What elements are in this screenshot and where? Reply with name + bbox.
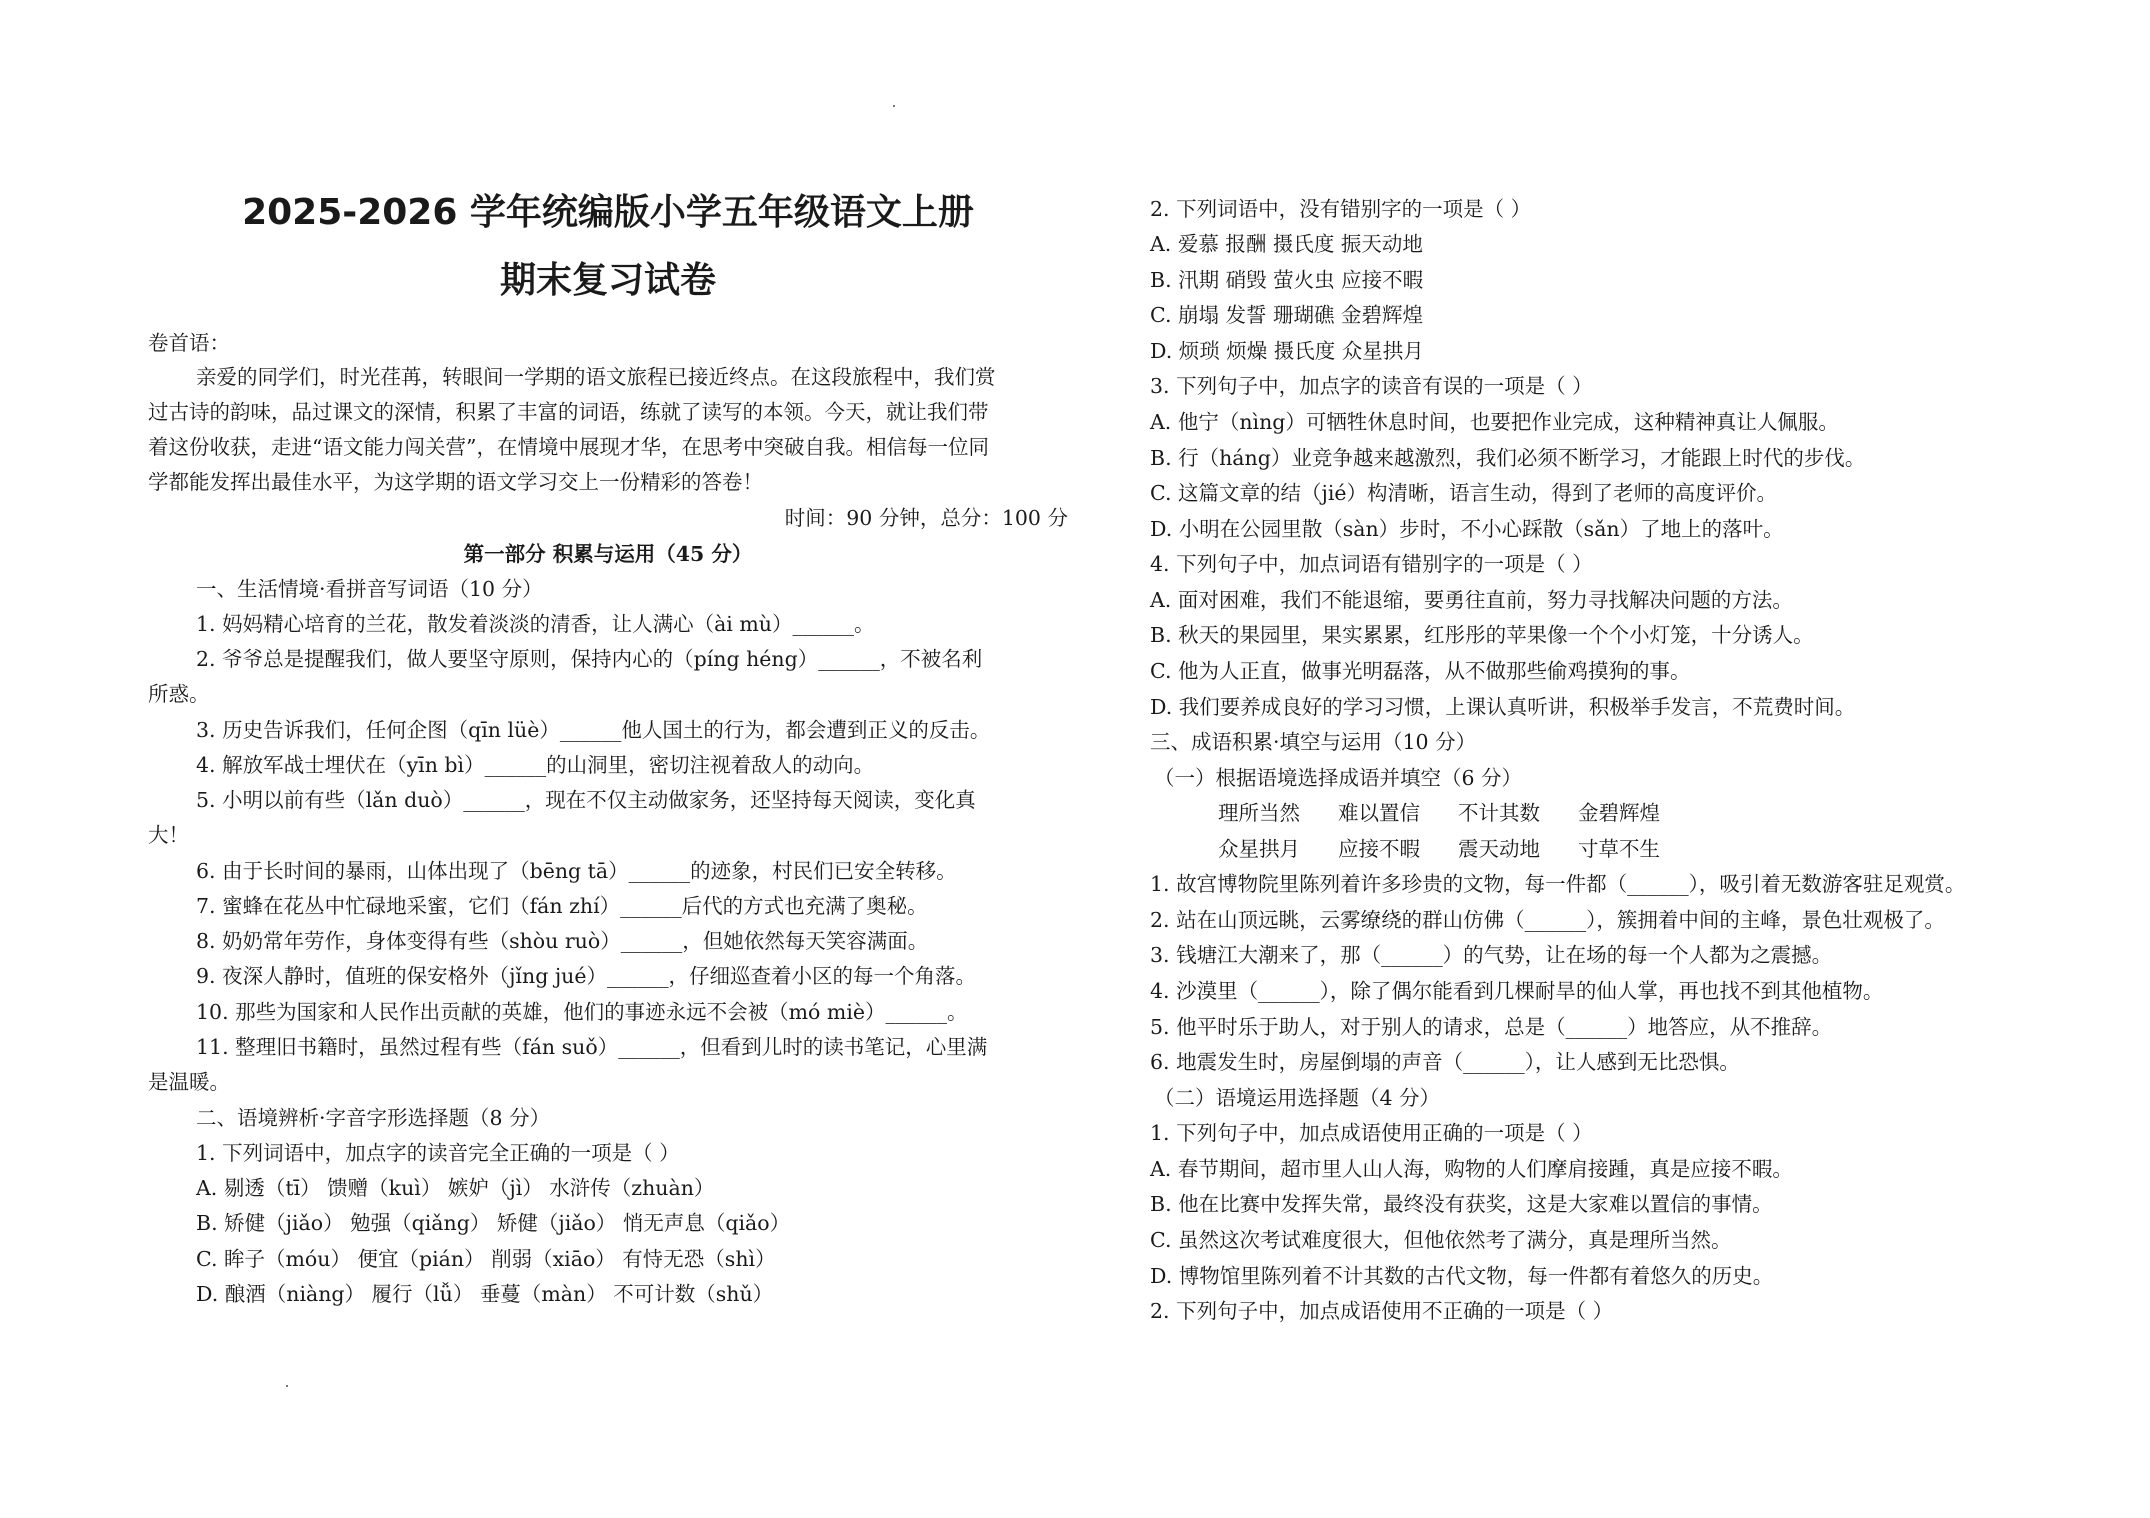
- idiom-option: 寸草不生: [1578, 837, 1660, 861]
- section1-heading: 一、生活情境·看拼音写词语（10 分）: [196, 577, 543, 601]
- option-line: A. 春节期间，超市里人山人海，购物的人们摩肩接踵，真是应接不暇。: [1150, 1157, 1793, 1181]
- question-line: 1. 妈妈精心培育的兰花，散发着淡淡的清香，让人满心（ài mù）______。: [196, 612, 875, 636]
- sub1-heading: （一）根据语境选择成语并填空（6 分）: [1154, 766, 1523, 790]
- option-line: B. 他在比赛中发挥失常，最终没有获奖，这是大家难以置信的事情。: [1150, 1192, 1773, 1216]
- question-line: 是温暖。: [148, 1070, 230, 1094]
- question-stem: 3. 下列句子中，加点字的读音有误的一项是（ ）: [1150, 374, 1593, 398]
- option-line: C. 崩塌 发誓 珊瑚礁 金碧辉煌: [1150, 303, 1424, 327]
- option-line: D. 博物馆里陈列着不计其数的古代文物，每一件都有着悠久的历史。: [1150, 1264, 1774, 1288]
- option-line: D. 酿酒（niàng） 履行（lǚ） 垂蔓（màn） 不可计数（shǔ）: [196, 1282, 774, 1306]
- scan-speck: [286, 1385, 288, 1387]
- idiom-option: 震天动地: [1458, 837, 1540, 861]
- question-line: 5. 他平时乐于助人，对于别人的请求，总是（______）地答应，从不推辞。: [1150, 1015, 1833, 1039]
- question-line: 4. 解放军战士埋伏在（yīn bì）______的山洞里，密切注视着敌人的动向。: [196, 753, 875, 777]
- option-line: A. 面对困难，我们不能退缩，要勇往直前，努力寻找解决问题的方法。: [1150, 588, 1793, 612]
- option-line: D. 烦琐 烦燥 摄氏度 众星拱月: [1150, 339, 1424, 363]
- option-line: C. 眸子（móu） 便宜（pián） 削弱（xiāo） 有恃无恐（shì）: [196, 1247, 776, 1271]
- question-line: 所惑。: [148, 682, 210, 706]
- option-line: B. 汛期 硝毁 萤火虫 应接不暇: [1150, 268, 1424, 292]
- question-line: 2. 站在山顶远眺，云雾缭绕的群山仿佛（______），簇拥着中间的主峰，景色壮观极了。: [1150, 908, 1945, 932]
- question-line: 6. 地震发生时，房屋倒塌的声音（______），让人感到无比恐惧。: [1150, 1050, 1740, 1074]
- option-line: A. 剔透（tī） 馈赠（kuì） 嫉妒（jì） 水浒传（zhuàn）: [196, 1176, 715, 1200]
- question-line: 11. 整理旧书籍时，虽然过程有些（fán suǒ）______，但看到儿时的读书笔记，心里满: [196, 1035, 988, 1059]
- question-stem: 1. 下列词语中，加点字的读音完全正确的一项是（ ）: [196, 1141, 680, 1165]
- idiom-option: 理所当然: [1218, 801, 1300, 825]
- question-line: 5. 小明以前有些（lǎn duò）______，现在不仅主动做家务，还坚持每天阅读，变化真: [196, 788, 976, 812]
- preface-line: 过古诗的韵味，品过课文的深情，积累了丰富的词语，练就了读写的本领。今天，就让我们带: [148, 400, 989, 424]
- question-line: 3. 历史告诉我们，任何企图（qīn lüè）______他人国土的行为，都会遭到正义的反击。: [196, 718, 991, 742]
- question-line: 10. 那些为国家和人民作出贡献的英雄，他们的事迹永远不会被（mó miè）______。: [196, 1000, 968, 1024]
- question-line: 3. 钱塘江大潮来了，那（______）的气势，让在场的每一个人都为之震撼。: [1150, 943, 1833, 967]
- option-line: D. 小明在公园里散（sàn）步时，不小心踩散（sǎn）了地上的落叶。: [1150, 517, 1784, 541]
- preface-line: 着这份收获，走进“语文能力闯关营”，在情境中展现才华，在思考中突破自我。相信每一位同: [148, 435, 989, 459]
- question-stem: 1. 下列句子中，加点成语使用正确的一项是（ ）: [1150, 1121, 1593, 1145]
- option-line: C. 他为人正直，做事光明磊落，从不做那些偷鸡摸狗的事。: [1150, 659, 1691, 683]
- option-line: C. 这篇文章的结（jié）构清晰，语言生动，得到了老师的高度评价。: [1150, 481, 1778, 505]
- option-line: B. 矫健（jiǎo） 勉强（qiǎng） 矫健（jiǎo） 悄无声息（qiǎo）: [196, 1211, 791, 1235]
- question-line: 1. 故宫博物院里陈列着许多珍贵的文物，每一件都（______），吸引着无数游客驻足观赏。: [1150, 872, 1966, 896]
- section3-heading: 三、成语积累·填空与运用（10 分）: [1150, 730, 1477, 754]
- question-stem: 2. 下列词语中，没有错别字的一项是（ ）: [1150, 197, 1532, 221]
- part1-title: 第一部分 积累与运用（45 分）: [463, 542, 753, 566]
- question-line: 9. 夜深人静时，值班的保安格外（jǐng jué）______，仔细巡查着小区的每一个角落。: [196, 964, 977, 988]
- question-line: 6. 由于长时间的暴雨，山体出现了（bēng tā）______的迹象，村民们已安全转移。: [196, 859, 957, 883]
- question-stem: 2. 下列句子中，加点成语使用不正确的一项是（ ）: [1150, 1299, 1614, 1323]
- idiom-bank-row: [1218, 834, 1660, 864]
- idiom-bank-row: [1218, 798, 1660, 828]
- scan-speck: [893, 105, 895, 107]
- exam-subtitle: 期末复习试卷: [499, 260, 716, 301]
- option-line: C. 虽然这次考试难度很大，但他依然考了满分，真是理所当然。: [1150, 1228, 1732, 1252]
- option-line: B. 秋天的果园里，果实累累，红彤彤的苹果像一个个小灯笼，十分诱人。: [1150, 623, 1814, 647]
- exam-title: 2025-2026 学年统编版小学五年级语文上册: [242, 192, 974, 233]
- question-line: 4. 沙漠里（______），除了偶尔能看到几棵耐旱的仙人掌，再也找不到其他植物。: [1150, 979, 1884, 1003]
- idiom-option: 众星拱月: [1218, 837, 1300, 861]
- question-line: 7. 蜜蜂在花丛中忙碌地采蜜，它们（fán zhí）______后代的方式也充满了奥秘。: [196, 894, 928, 918]
- option-line: D. 我们要养成良好的学习习惯，上课认真听讲，积极举手发言，不荒费时间。: [1150, 695, 1856, 719]
- time-info: 时间：90 分钟，总分：100 分: [784, 506, 1068, 530]
- idiom-option: 不计其数: [1458, 801, 1540, 825]
- question-line: 8. 奶奶常年劳作，身体变得有些（shòu ruò）______，但她依然每天笑容满面。: [196, 929, 929, 953]
- option-line: A. 他宁（nìng）可牺牲休息时间，也要把作业完成，这种精神真让人佩服。: [1150, 410, 1839, 434]
- idiom-option: 应接不暇: [1338, 837, 1420, 861]
- preface-line: 亲爱的同学们，时光荏苒，转眼间一学期的语文旅程已接近终点。在这段旅程中，我们赏: [196, 365, 996, 389]
- sub2-heading: （二）语境运用选择题（4 分）: [1154, 1086, 1441, 1110]
- preface-label: 卷首语：: [148, 331, 230, 355]
- option-line: A. 爱慕 报酬 摄氏度 振天动地: [1150, 232, 1423, 256]
- option-line: B. 行（háng）业竞争越来越激烈，我们必须不断学习，才能跟上时代的步伐。: [1150, 446, 1866, 470]
- idiom-option: 金碧辉煌: [1578, 801, 1660, 825]
- question-stem: 4. 下列句子中，加点词语有错别字的一项是（ ）: [1150, 552, 1593, 576]
- question-line: 2. 爷爷总是提醒我们，做人要坚守原则，保持内心的（píng héng）______，不被名利: [196, 647, 983, 671]
- section2-heading: 二、语境辨析·字音字形选择题（8 分）: [196, 1106, 551, 1130]
- idiom-option: 难以置信: [1338, 801, 1420, 825]
- preface-line: 学都能发挥出最佳水平，为这学期的语文学习交上一份精彩的答卷！: [148, 470, 763, 494]
- question-line: 大！: [148, 823, 189, 847]
